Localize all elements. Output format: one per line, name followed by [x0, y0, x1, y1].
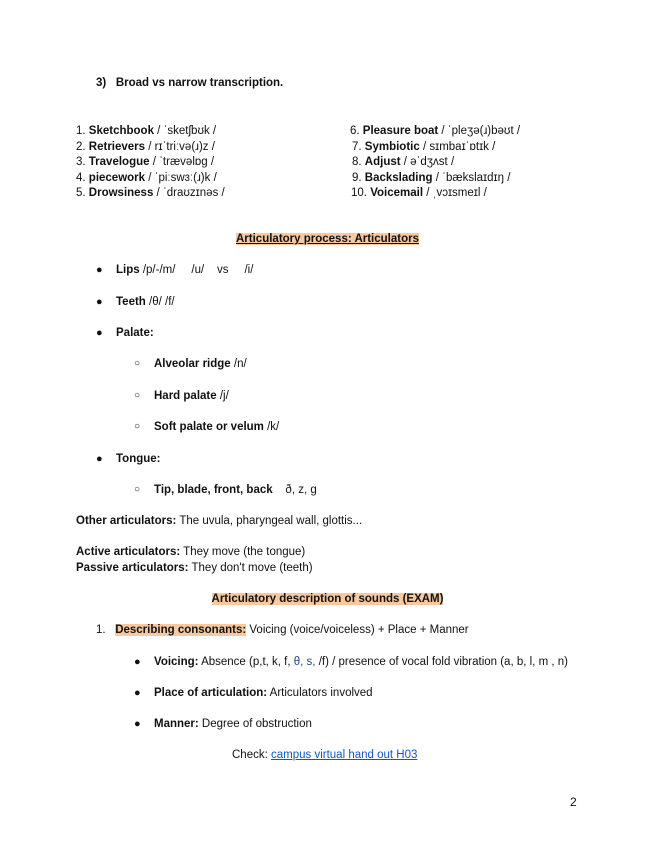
describing-consonants: 1. Describing consonants: Voicing (voice/voiceless) + Place + Manner	[96, 624, 469, 636]
circle-bullet-icon: ○	[134, 421, 141, 432]
soft-palate-item: Soft palate or velum /k/	[154, 421, 280, 433]
list-item: 6. Pleasure boat / ˈpleʒə(ɹ)bəʊt /	[350, 125, 521, 137]
articulatory-process-heading: Articulatory process: Articulators	[236, 233, 419, 245]
tongue-item: Tongue:	[116, 453, 161, 465]
list-item: 10. Voicemail / ˌvɔɪsmeɪl /	[351, 187, 487, 199]
bullet-icon: ●	[134, 687, 141, 699]
passive-articulators: Passive articulators: They don't move (teeth)	[76, 562, 313, 574]
tongue-parts-item: Tip, blade, front, back ð, z, g	[154, 484, 317, 496]
lips-item: Lips /p/-/m/ /u/ vs /i/	[116, 264, 254, 276]
page-number: 2	[570, 795, 577, 809]
place-item: Place of articulation: Articulators involved	[154, 687, 373, 699]
circle-bullet-icon: ○	[134, 484, 141, 495]
section-title: Broad vs narrow transcription.	[115, 77, 284, 89]
active-articulators: Active articulators: They move (the tongue)	[76, 546, 306, 558]
list-item: 9. Backslading / ˈbækslaɪdɪŋ /	[352, 171, 511, 184]
list-item: 3. Travelogue / ˈtrævəlɒg /	[76, 156, 215, 168]
manner-item: Manner: Degree of obstruction	[154, 718, 312, 730]
section-heading	[96, 77, 283, 89]
other-articulators: Other articulators: The uvula, pharyngeal wall, glottis...	[76, 515, 363, 527]
list-item: 7. Symbiotic / sɪmbaɪˈɒtɪk /	[352, 140, 496, 153]
bullet-icon: ●	[96, 327, 103, 339]
word-list-left	[76, 124, 225, 202]
handout-link[interactable]: campus virtual hand out H03	[271, 749, 418, 761]
circle-bullet-icon: ○	[134, 390, 141, 401]
articulatory-description-heading: Articulatory description of sounds (EXAM)	[211, 593, 444, 605]
list-item: 8. Adjust / əˈdʒʌst /	[352, 156, 455, 168]
bullet-icon: ●	[134, 656, 141, 668]
list-item: 5. Drowsiness / ˈdraʊzɪnəs /	[76, 187, 225, 199]
list-item: 4. piecework / ˈpiːswɜː(ɹ)k /	[76, 171, 217, 184]
bullet-icon: ●	[134, 718, 141, 730]
section-number: 3)	[96, 77, 107, 89]
hard-palate-item: Hard palate /j/	[154, 390, 229, 402]
check-line: Check: campus virtual hand out H03	[232, 749, 418, 761]
circle-bullet-icon: ○	[134, 358, 141, 369]
alveolar-item: Alveolar ridge /n/	[154, 358, 247, 370]
teeth-item: Teeth /θ/ /f/	[116, 296, 175, 308]
palate-item: Palate:	[116, 327, 154, 339]
voicing-item: Voicing: Absence (p,t, k, f, θ, s, /f) / presence of vocal fold vibration (a, b, l, m , n)	[154, 656, 568, 668]
word-list-right	[350, 124, 520, 202]
list-item: 2. Retrievers / rɪˈtriːvə(ɹ)z /	[76, 140, 215, 153]
list-item: 1. Sketchbook / ˈsketʃbʊk /	[76, 125, 217, 137]
bullet-icon: ●	[96, 296, 103, 308]
bullet-icon: ●	[96, 453, 103, 465]
bullet-icon: ●	[96, 264, 103, 276]
